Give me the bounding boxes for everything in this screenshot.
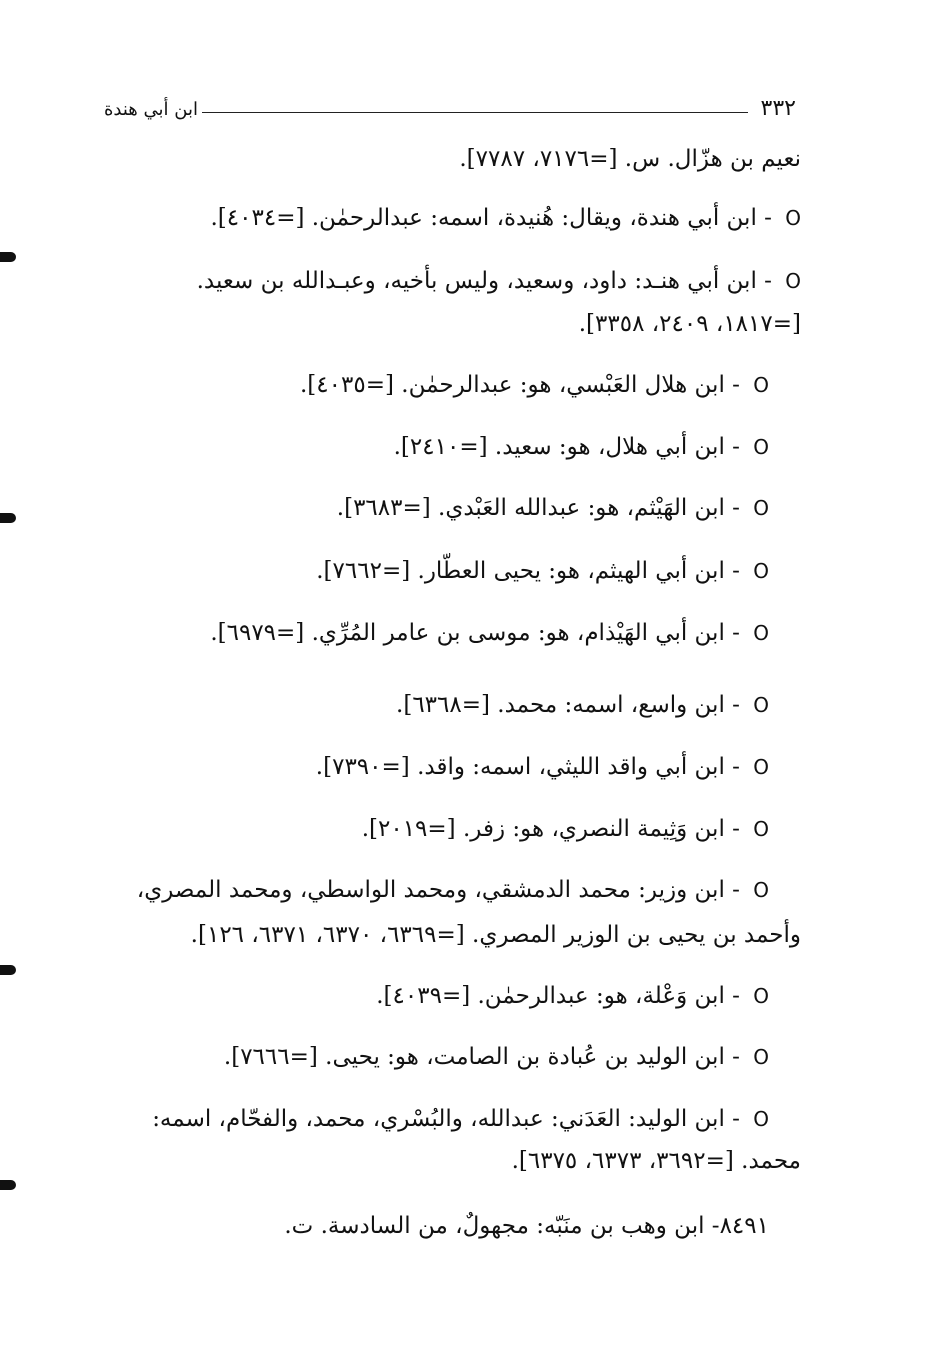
entry-line bbox=[224, 1040, 769, 1074]
page-edge-mark bbox=[0, 965, 16, 975]
circle-marker-icon: O bbox=[753, 621, 769, 645]
entry-continuation bbox=[579, 307, 801, 341]
entry-line bbox=[376, 979, 769, 1013]
entry-line bbox=[210, 616, 769, 650]
entry-text: - ابن أبي الهَيْذام، هو: موسى بن عامر المُرِّي. [=٦٩٧٩]. bbox=[210, 620, 740, 646]
entry-line bbox=[316, 750, 769, 784]
entry-text: - ابن الوليد: العَدَني: عبدالله، والبُسْري، محمد، والفحّام، اسمه: bbox=[152, 1106, 740, 1132]
circle-marker-icon: O bbox=[753, 878, 769, 902]
entry-line bbox=[396, 688, 769, 722]
entry-line bbox=[300, 368, 769, 402]
entry-text: - ابن واسع، اسمه: محمد. [=٦٣٦٨]. bbox=[396, 692, 740, 718]
page-edge-mark bbox=[0, 252, 16, 262]
circle-marker-icon: O bbox=[753, 817, 769, 841]
circle-marker-icon: O bbox=[753, 559, 769, 583]
entry-text: - ابن أبي واقد الليثي، اسمه: واقد. [=٧٣٩٠]. bbox=[315, 754, 740, 780]
entry-text: محمد. [=٣٦٩٢، ٦٣٧٣، ٦٣٧٥]. bbox=[511, 1148, 801, 1174]
circle-marker-icon: O bbox=[785, 269, 801, 293]
circle-marker-icon: O bbox=[753, 373, 769, 397]
page-header bbox=[104, 96, 796, 126]
circle-marker-icon: O bbox=[753, 1045, 769, 1069]
entry-line bbox=[362, 812, 769, 846]
circle-marker-icon: O bbox=[753, 496, 769, 520]
page-edge-mark bbox=[0, 1180, 16, 1190]
page-edge-mark bbox=[0, 513, 16, 523]
entry-line bbox=[137, 873, 769, 907]
entry-text: - ابن الهَيْثم، هو: عبدالله العَبْدي. [=٣٦٨٣]. bbox=[336, 495, 740, 521]
entry-text: - ابن وزير: محمد الدمشقي، ومحمد الواسطي، ومحمد المصري، bbox=[136, 877, 740, 903]
entry-line bbox=[337, 491, 769, 525]
header-rule bbox=[202, 112, 748, 113]
entry-text: ٨٤٩١- ابن وهب بن منَبّه: مجهولٌ، من السادسة. ت. bbox=[284, 1213, 769, 1239]
entry-text: - ابن وَعْلة، هو: عبدالرحمٰن. [=٤٠٣٩]. bbox=[376, 983, 740, 1009]
circle-marker-icon: O bbox=[785, 206, 801, 230]
page-number: ٣٣٢ bbox=[760, 96, 796, 121]
circle-marker-icon: O bbox=[753, 435, 769, 459]
entry-line bbox=[394, 430, 769, 464]
entry-line bbox=[197, 264, 801, 298]
circle-marker-icon: O bbox=[753, 755, 769, 779]
entry-text: - ابن أبي هلال، هو: سعيد. [=٢٤١٠]. bbox=[393, 434, 740, 460]
entry-text: - ابن وَثِيمة النصري، هو: زفر. [=٢٠١٩]. bbox=[361, 816, 740, 842]
entry-line bbox=[316, 554, 769, 588]
entry-line bbox=[210, 201, 801, 235]
circle-marker-icon: O bbox=[753, 984, 769, 1008]
entry-text: وأحمد بن يحيى بن الوزير المصري. [=٦٣٦٩، ٦٣٧٠، ٦٣٧١، ١٢٦]. bbox=[190, 922, 801, 948]
entry-text: - ابن هلال العَبْسي، هو: عبدالرحمٰن. [=٤٠٣٥]. bbox=[300, 372, 740, 398]
entry-line bbox=[459, 142, 801, 176]
circle-marker-icon: O bbox=[753, 1107, 769, 1131]
entry-text: - ابن أبي هنـد: داود، وسعيد، وليس بأخيه، وعبـدالله بن سعيد. bbox=[196, 268, 772, 294]
entry-text: - ابن أبي الهيثم، هو: يحيى العطّار. [=٧٦٦٢]. bbox=[316, 558, 740, 584]
entry-line bbox=[284, 1209, 769, 1243]
entry-text: - ابن الوليد بن عُبادة بن الصامت، هو: يحيى. [=٧٦٦٦]. bbox=[223, 1044, 740, 1070]
circle-marker-icon: O bbox=[753, 693, 769, 717]
entry-line bbox=[152, 1102, 769, 1136]
entry-text: [=١٨١٧، ٢٤٠٩، ٣٣٥٨]. bbox=[578, 311, 801, 337]
entry-continuation bbox=[512, 1144, 801, 1178]
entry-text: - ابن أبي هندة، ويقال: هُنيدة، اسمه: عبدالرحمٰن. [=٤٠٣٤]. bbox=[210, 205, 772, 231]
entry-text: نعيم بن هزّال. س. [=٧١٧٦، ٧٧٨٧]. bbox=[459, 146, 801, 172]
entry-continuation bbox=[191, 918, 801, 952]
running-head: ابن أبي هندة bbox=[104, 99, 198, 120]
